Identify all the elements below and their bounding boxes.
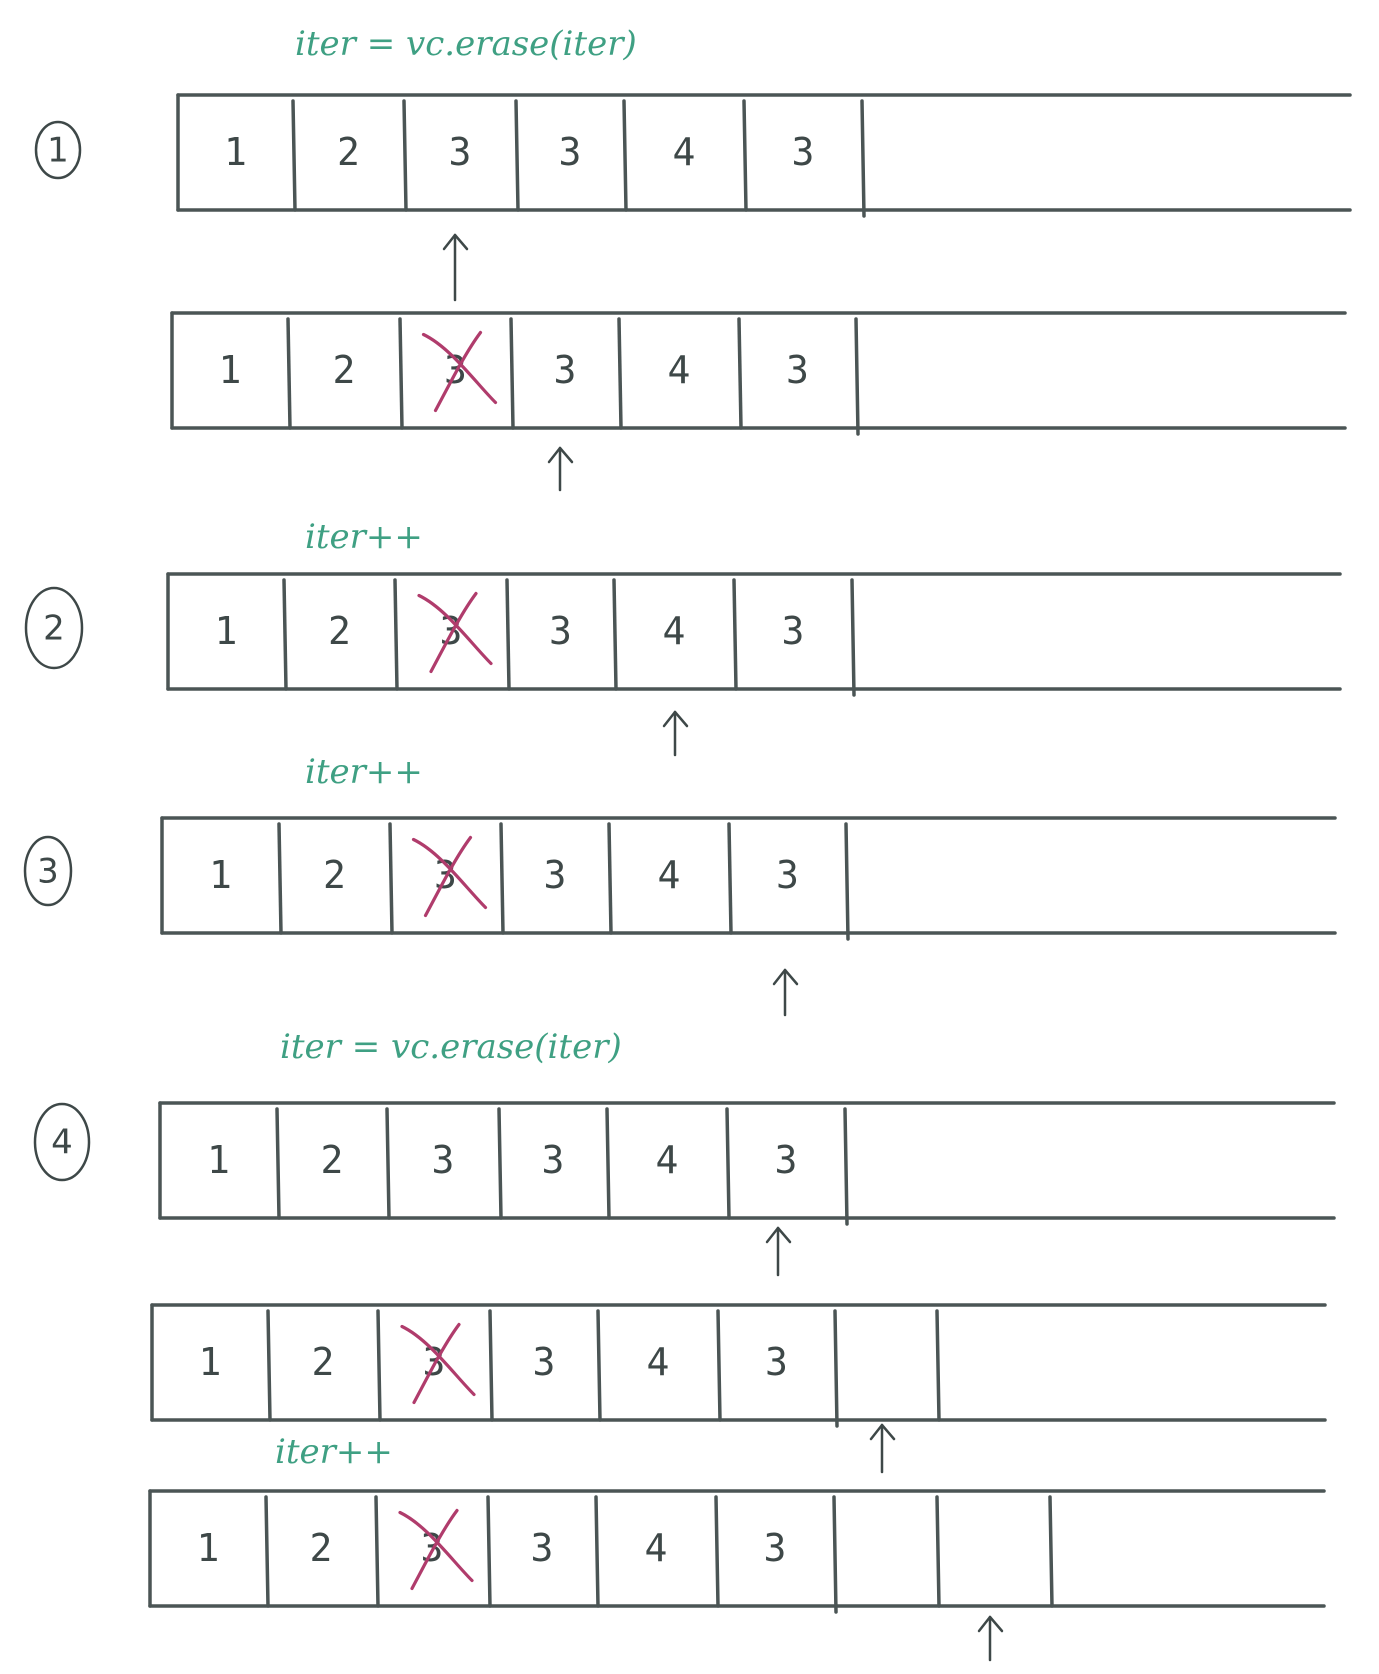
cell-value: 3 xyxy=(549,609,572,653)
cell-divider xyxy=(490,1311,492,1420)
cell-divider xyxy=(266,1497,268,1606)
step-number: 1 xyxy=(47,130,69,171)
cell-value: 3 xyxy=(439,609,463,653)
step-labels xyxy=(25,122,89,1180)
cell-value: 3 xyxy=(781,609,805,653)
cell-value: 2 xyxy=(311,1340,335,1384)
cell-value: 3 xyxy=(532,1340,556,1384)
cell-divider xyxy=(852,580,854,695)
array-row xyxy=(160,1103,1334,1224)
cell-divider xyxy=(501,824,503,933)
cell-value: 3 xyxy=(774,1138,798,1182)
cell-value: 2 xyxy=(337,130,360,174)
cell-value: 3 xyxy=(776,853,799,897)
cell-value: 2 xyxy=(323,853,346,897)
cell-divider xyxy=(395,580,397,689)
cell-value: 3 xyxy=(791,130,815,174)
cell-divider xyxy=(727,1109,729,1218)
cell-divider xyxy=(739,319,741,428)
cell-value: 3 xyxy=(431,1138,455,1182)
step-label xyxy=(26,588,82,668)
step-label xyxy=(25,837,71,905)
cell-value: 3 xyxy=(765,1340,788,1384)
cell-value: 2 xyxy=(309,1526,333,1570)
cell-divider xyxy=(400,319,402,428)
cell-value: 1 xyxy=(214,609,238,653)
cell-value: 1 xyxy=(209,853,232,897)
array-rows xyxy=(150,95,1350,1612)
cell-divider xyxy=(376,1497,378,1606)
cell-divider xyxy=(288,319,290,428)
step-number: 3 xyxy=(37,851,59,892)
cell-value: 4 xyxy=(667,348,691,392)
increment-annotation: iter++ xyxy=(305,517,423,557)
cell-divider xyxy=(716,1497,718,1606)
cell-divider xyxy=(607,1109,609,1218)
cell-value: 2 xyxy=(328,609,351,653)
cell-value: 1 xyxy=(198,1340,222,1384)
cell-value: 3 xyxy=(422,1340,446,1384)
cell-divider xyxy=(279,824,281,933)
cell-value: 1 xyxy=(224,130,247,174)
up-arrow-icon xyxy=(549,448,572,490)
up-arrow-icon xyxy=(664,712,687,755)
cell-value: 3 xyxy=(553,348,577,392)
cell-value: 2 xyxy=(332,348,356,392)
cell-value: 4 xyxy=(644,1526,668,1570)
cell-divider xyxy=(277,1109,279,1218)
cell-divider xyxy=(387,1109,389,1218)
cell-divider xyxy=(284,580,286,689)
cell-value: 4 xyxy=(672,130,696,174)
cell-value: 3 xyxy=(786,348,809,392)
cell-value: 1 xyxy=(207,1138,230,1182)
cell-value: 4 xyxy=(655,1138,679,1182)
cell-divider xyxy=(835,1311,837,1426)
cell-divider xyxy=(845,1109,847,1224)
cell-value: 2 xyxy=(320,1138,344,1182)
cell-value: 3 xyxy=(543,853,567,897)
cell-value: 3 xyxy=(444,348,467,392)
cell-divider xyxy=(268,1311,270,1420)
cell-divider xyxy=(378,1311,380,1420)
cell-divider xyxy=(293,101,295,210)
cell-divider xyxy=(744,101,746,210)
cell-divider xyxy=(619,319,621,428)
up-arrow-icon xyxy=(979,1617,1002,1660)
cell-divider xyxy=(511,319,513,428)
iterator-arrows xyxy=(444,235,1002,1660)
step-number: 2 xyxy=(43,608,65,649)
cell-value: 4 xyxy=(657,853,681,897)
cell-divider xyxy=(834,1497,836,1612)
up-arrow-icon xyxy=(444,235,467,300)
array-row xyxy=(168,574,1340,695)
cell-divider xyxy=(598,1311,600,1420)
cell-divider xyxy=(614,580,616,689)
array-row xyxy=(162,818,1335,939)
cell-value: 1 xyxy=(218,348,242,392)
cell-divider xyxy=(1050,1497,1052,1606)
step-number: 4 xyxy=(51,1122,73,1163)
cell-value: 3 xyxy=(541,1138,565,1182)
cell-divider xyxy=(856,319,858,434)
cell-divider xyxy=(507,580,509,689)
cell-value: 4 xyxy=(662,609,686,653)
cell-value: 3 xyxy=(420,1526,444,1570)
cell-value: 3 xyxy=(530,1526,554,1570)
up-arrow-icon xyxy=(774,970,797,1015)
erase-call-annotation: iter = vc.erase(iter) xyxy=(295,24,637,64)
cell-divider xyxy=(624,101,626,210)
array-row xyxy=(152,1305,1325,1426)
cell-value: 1 xyxy=(196,1526,220,1570)
cell-divider xyxy=(488,1497,490,1606)
up-arrow-icon xyxy=(871,1425,894,1472)
cell-divider xyxy=(734,580,736,689)
step-label xyxy=(36,122,80,178)
cell-divider xyxy=(499,1109,501,1218)
step-label xyxy=(35,1104,89,1180)
cell-value: 4 xyxy=(646,1340,670,1384)
cell-divider xyxy=(846,824,848,939)
array-row xyxy=(178,95,1350,216)
cell-value: 3 xyxy=(558,130,582,174)
erase-call-annotation: iter = vc.erase(iter) xyxy=(280,1027,622,1067)
array-row xyxy=(172,313,1345,434)
cell-value: 3 xyxy=(763,1526,787,1570)
cell-divider xyxy=(596,1497,598,1606)
cell-divider xyxy=(729,824,731,933)
cell-divider xyxy=(404,101,406,210)
cell-divider xyxy=(937,1497,939,1606)
increment-annotation: iter++ xyxy=(305,752,423,792)
cell-divider xyxy=(390,824,392,933)
up-arrow-icon xyxy=(767,1228,790,1275)
cell-divider xyxy=(609,824,611,933)
cell-value: 3 xyxy=(448,130,472,174)
increment-annotation: iter++ xyxy=(275,1432,393,1472)
cell-divider xyxy=(862,101,864,216)
cell-divider xyxy=(718,1311,720,1420)
cell-divider xyxy=(937,1311,939,1420)
cell-divider xyxy=(516,101,518,210)
cell-value: 3 xyxy=(434,853,457,897)
array-row xyxy=(150,1491,1324,1612)
